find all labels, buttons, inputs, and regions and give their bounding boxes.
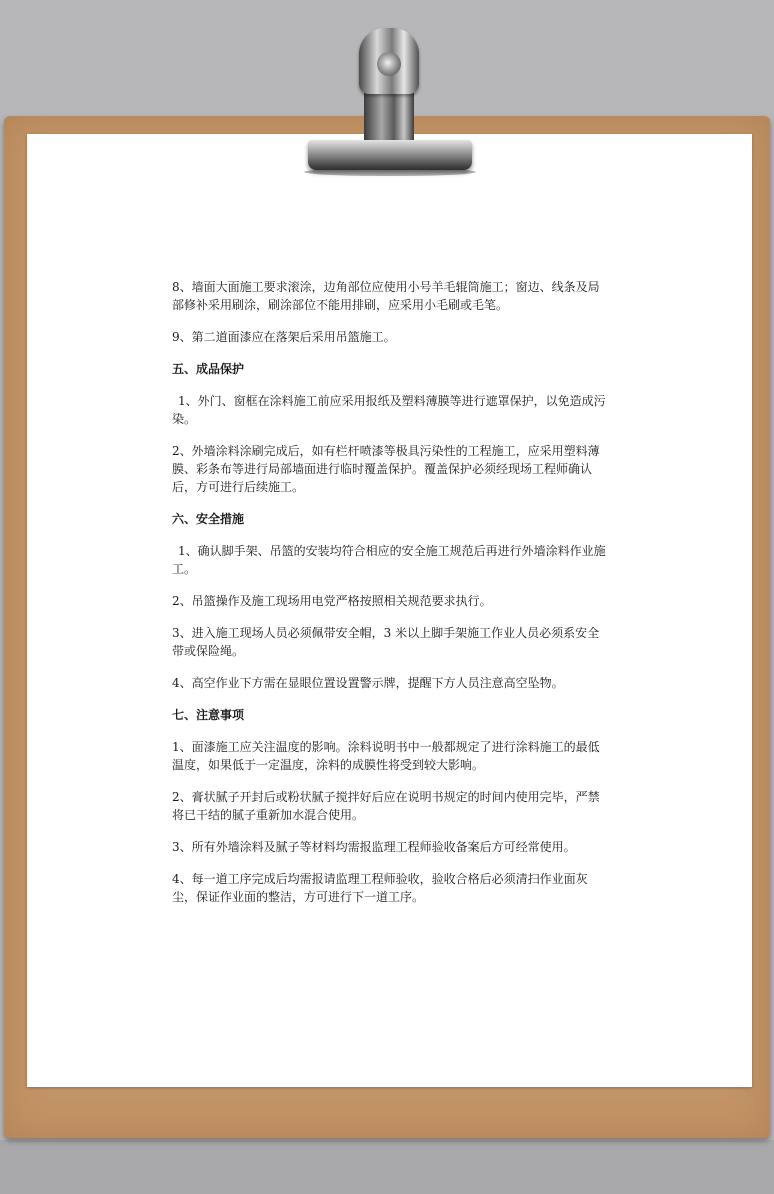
paragraph: 1、面漆施工应关注温度的影响。涂料说明书中一般都规定了进行涂料施工的最低温度，如果低于一定温度，涂料的成膜性将受到较大影响。 bbox=[172, 740, 600, 772]
paragraph: 2、膏状腻子开封后或粉状腻子搅拌好后应在说明书规定的时间内使用完毕，严禁将已干结的腻子重新加水混合使用。 bbox=[172, 790, 600, 822]
document-body bbox=[172, 278, 606, 920]
section-heading-product-protection: 五、成品保护 bbox=[172, 362, 245, 376]
paragraph: 1、外门、窗框在涂料施工前应采用报纸及塑料薄膜等进行遮罩保护，以免造成污染。 bbox=[172, 394, 606, 426]
section-heading-precautions: 七、注意事项 bbox=[172, 708, 245, 722]
section-heading-safety-measures: 六、安全措施 bbox=[172, 512, 245, 526]
paragraph: 2、外墙涂料涂刷完成后，如有栏杆喷漆等极具污染性的工程施工，应采用塑料薄膜、彩条布等进行局部墙面进行临时覆盖保护。覆盖保护必须经现场工程师确认后，方可进行后续施工。 bbox=[172, 444, 600, 494]
paragraph: 4、高空作业下方需在显眼位置设置警示牌，提醒下方人员注意高空坠物。 bbox=[172, 676, 564, 690]
paragraph: 3、所有外墙涂料及腻子等材料均需报监理工程师验收备案后方可经常使用。 bbox=[172, 840, 576, 854]
binder-clip-icon bbox=[300, 22, 480, 178]
paragraph: 1、确认脚手架、吊篮的安装均符合相应的安全施工规范后再进行外墙涂料作业施工。 bbox=[172, 544, 606, 576]
paragraph: 2、吊篮操作及施工现场用电党严格按照相关规范要求执行。 bbox=[172, 594, 492, 608]
wall-background bbox=[0, 1140, 774, 1194]
paragraph: 3、进入施工现场人员必须佩带安全帽，3 米以上脚手架施工作业人员必须系安全带或保险绳。 bbox=[172, 626, 600, 658]
paragraph: 9、第二道面漆应在落架后采用吊篮施工。 bbox=[172, 330, 396, 344]
paragraph: 8、墙面大面施工要求滚涂，边角部位应使用小号羊毛辊筒施工；窗边、线条及局部修补采用刷涂，刷涂部位不能用排刷，应采用小毛刷或毛笔。 bbox=[172, 280, 600, 312]
paragraph: 4、每一道工序完成后均需报请监理工程师验收，验收合格后必须清扫作业面灰尘，保证作业面的整洁，方可进行下一道工序。 bbox=[172, 872, 588, 904]
